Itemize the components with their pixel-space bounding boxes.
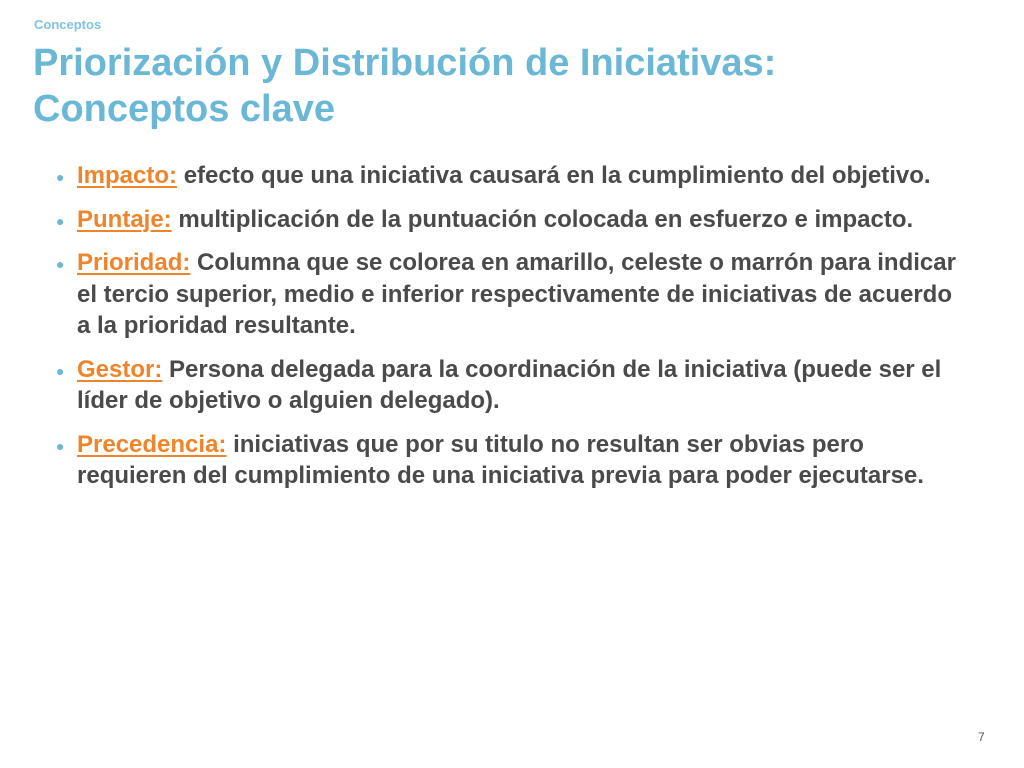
slide-title-line-2: Conceptos clave bbox=[33, 88, 335, 130]
concept-item-precedencia bbox=[56, 429, 956, 492]
concept-item-impacto bbox=[56, 160, 956, 192]
concept-item-prioridad bbox=[56, 247, 956, 342]
bullet-icon: ● bbox=[56, 362, 65, 379]
bullet-icon: ● bbox=[56, 256, 65, 272]
concept-definition: efecto que una iniciativa causará en la cumplimiento del objetivo. bbox=[183, 162, 931, 189]
bullet-icon: ● bbox=[56, 437, 65, 454]
bullet-icon: ● bbox=[56, 212, 65, 229]
concept-term: Precedencia: bbox=[77, 430, 227, 458]
concept-term: Prioridad: bbox=[77, 249, 191, 276]
concept-term: Gestor: bbox=[77, 355, 163, 383]
concept-definition: Columna que se colorea en amarillo, celeste o marrón para indicar el tercio superior, medio e inferior respectivamente de iniciativas de acuerdo a la prioridad resultante. bbox=[77, 249, 956, 339]
page-number: 7 bbox=[978, 730, 985, 744]
concept-item-gestor bbox=[56, 354, 956, 417]
concept-term: Puntaje: bbox=[77, 205, 172, 233]
slide-title bbox=[33, 40, 973, 132]
concepts-list bbox=[56, 160, 956, 504]
concept-term: Impacto: bbox=[77, 162, 178, 189]
bullet-icon: ● bbox=[56, 169, 65, 185]
concept-item-puntaje bbox=[56, 204, 956, 236]
slide-title-line-1: Priorización y Distribución de Iniciativas: bbox=[33, 42, 777, 84]
concept-definition: iniciativas que por su titulo no resultan ser obvias pero requieren del cumplimiento de una iniciativa previa para poder ejecutarse. bbox=[77, 430, 924, 489]
concept-definition: Persona delegada para la coordinación de la iniciativa (puede ser el líder de objetivo o alguien delegado). bbox=[77, 355, 942, 414]
concept-definition: multiplicación de la puntuación colocada en esfuerzo e impacto. bbox=[178, 205, 914, 233]
section-label: Conceptos bbox=[34, 17, 102, 32]
